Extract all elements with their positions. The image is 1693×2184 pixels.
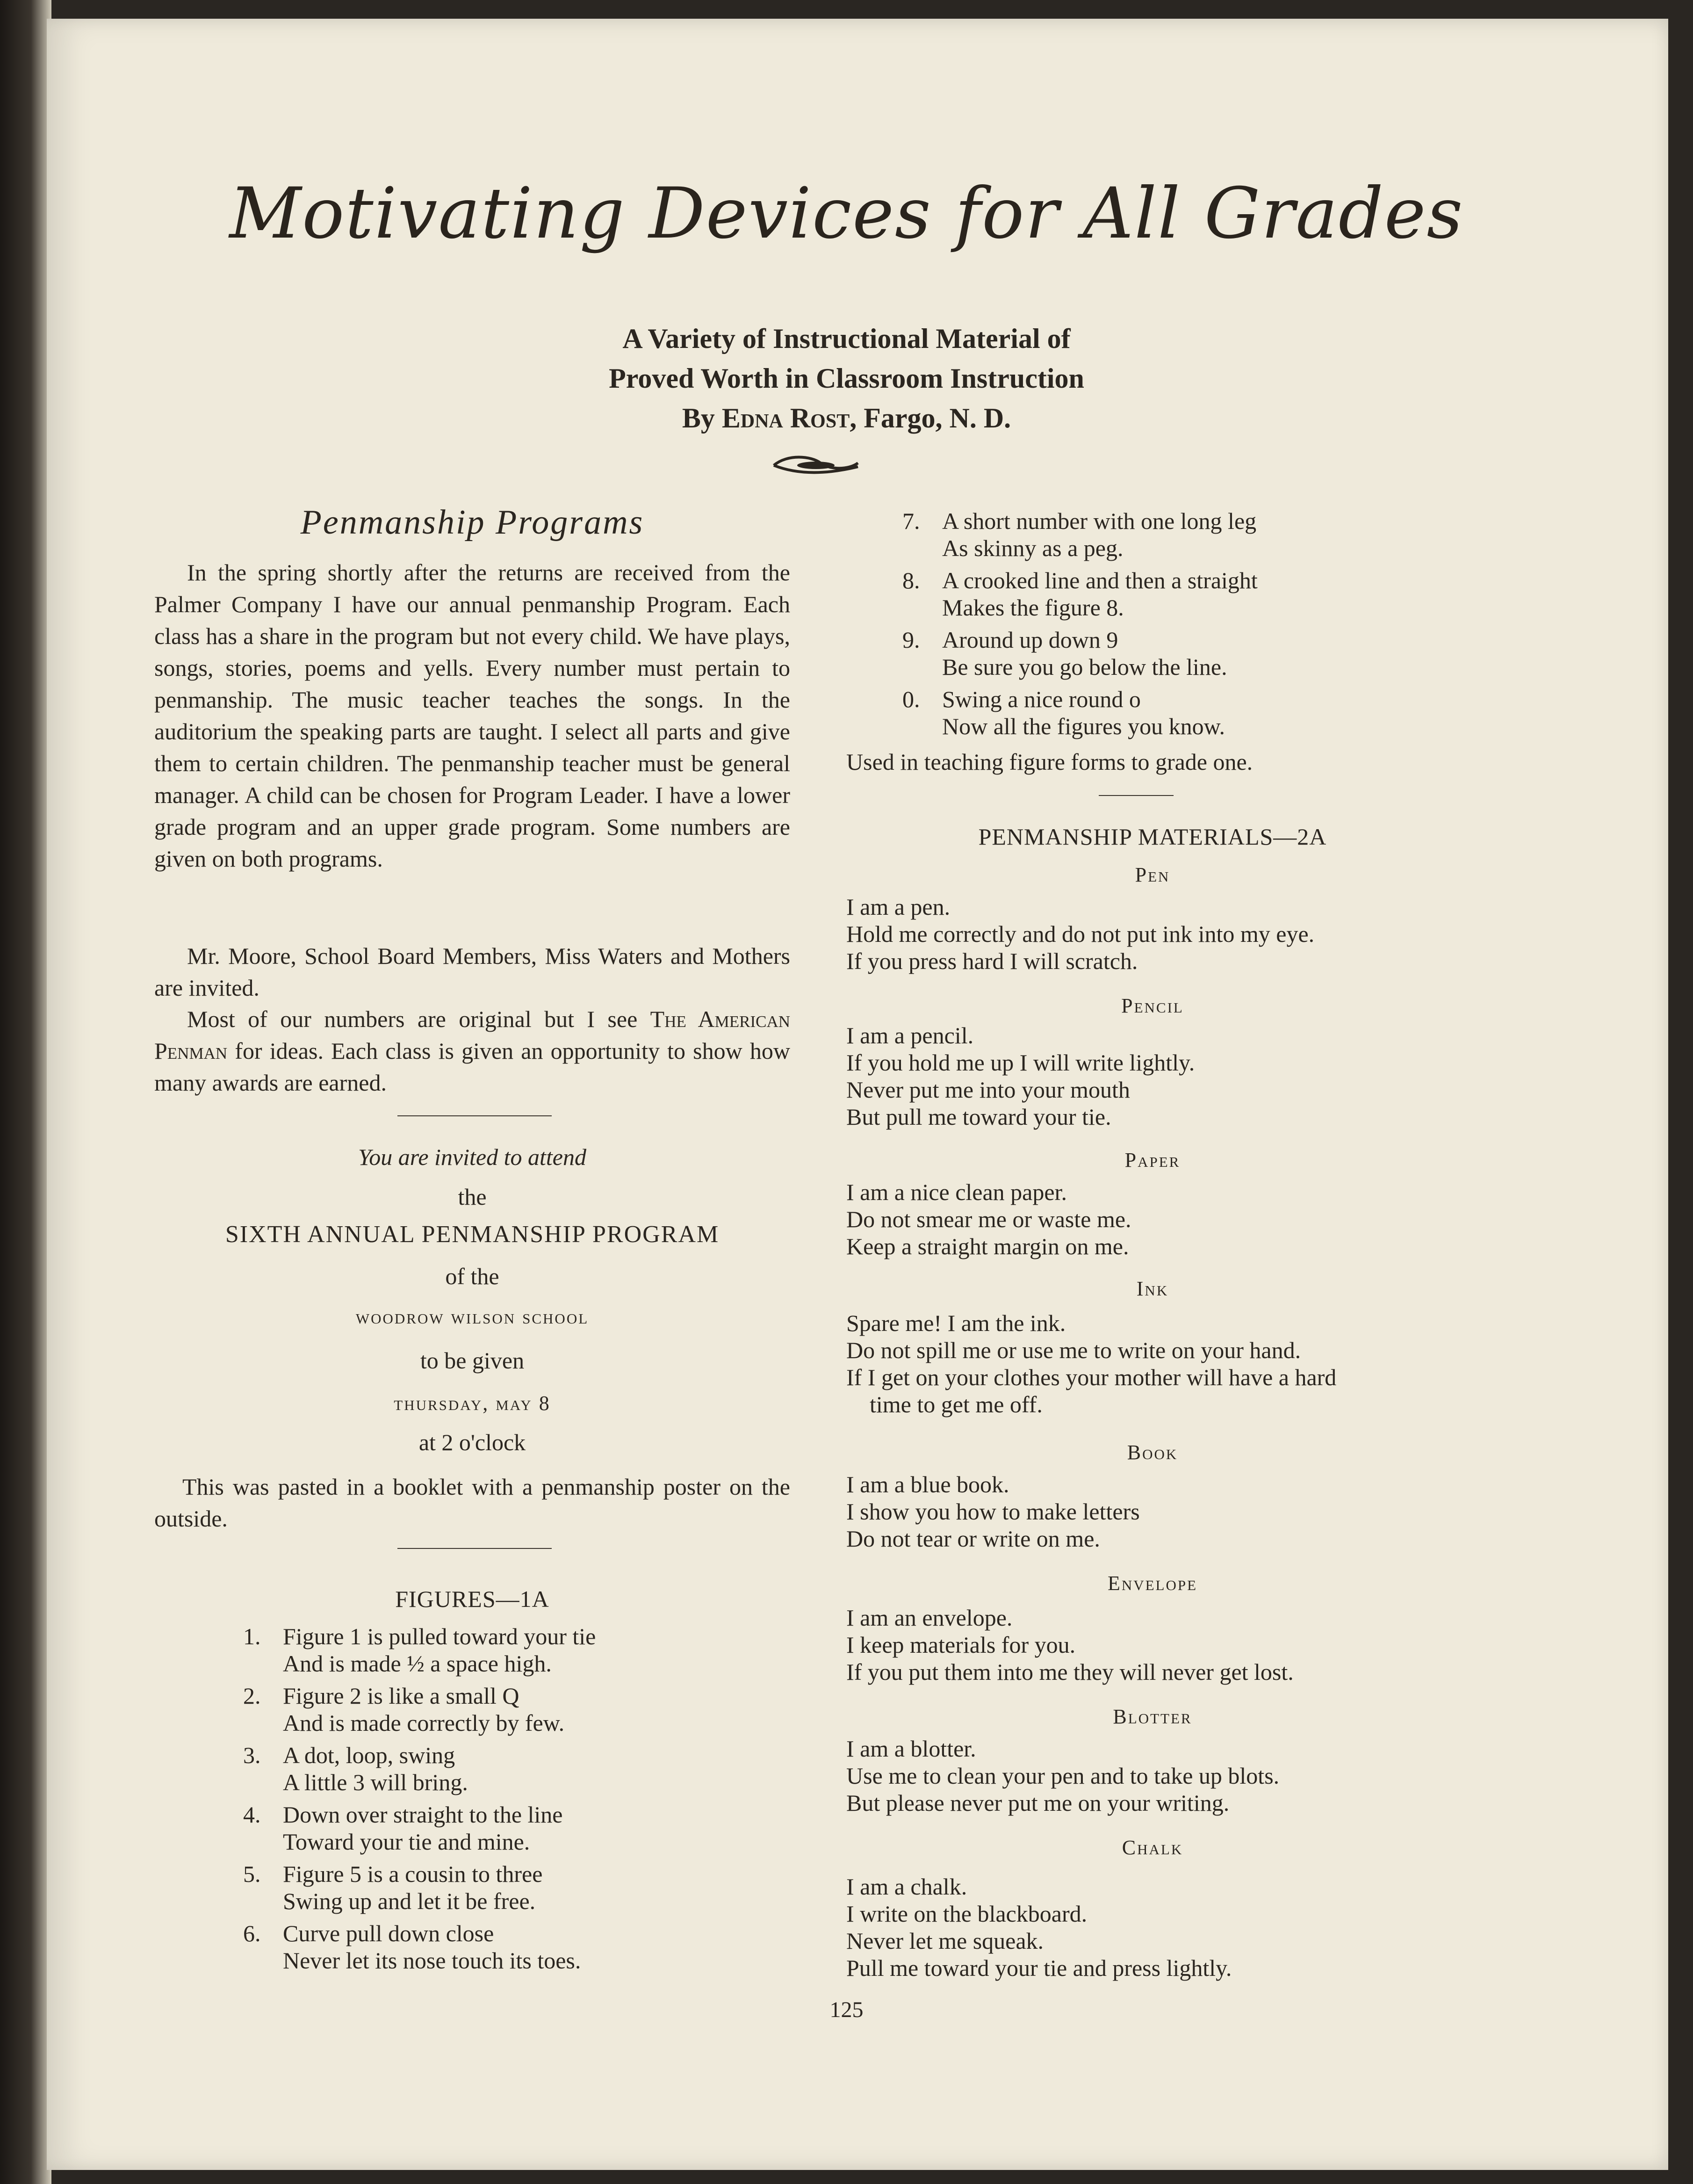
verse-line: If I get on your clothes your mother will have a hard	[846, 1364, 1337, 1390]
verse-line: I am an envelope.	[846, 1605, 1013, 1631]
chalk-verse	[846, 1873, 1232, 1982]
item-number: 0.	[902, 686, 920, 712]
paper-heading: Paper	[1124, 1149, 1181, 1172]
paragraph-3	[154, 1003, 790, 1099]
figures-note: Used in teaching figure forms to grade one.	[846, 749, 1253, 775]
item-number: 5.	[243, 1861, 261, 1887]
figures-heading: FIGURES—1A	[395, 1586, 549, 1612]
verse-line: I am a nice clean paper.	[846, 1179, 1067, 1205]
item-line-a: A crooked line and then a straight	[942, 567, 1258, 593]
item-line-b: And is made ½ a space high.	[283, 1650, 552, 1677]
ornament-icon	[769, 449, 863, 482]
book-heading: Book	[1127, 1441, 1178, 1464]
item-number: 6.	[243, 1920, 261, 1946]
list-item	[243, 1920, 781, 1979]
verse-line: Do not smear me or waste me.	[846, 1206, 1131, 1232]
blotter-heading: Blotter	[1113, 1705, 1192, 1728]
item-line-b: Never let its nose touch its toes.	[283, 1947, 581, 1974]
verse-line: Do not spill me or use me to write on your hand.	[846, 1337, 1301, 1363]
page-number: 125	[829, 1997, 864, 2022]
verse-line: I write on the blackboard.	[846, 1901, 1088, 1927]
item-number: 2.	[243, 1683, 261, 1709]
verse-line: Spare me! I am the ink.	[846, 1310, 1066, 1336]
materials-heading: PENMANSHIP MATERIALS—2A	[978, 824, 1327, 850]
list-item	[902, 686, 1463, 745]
verse-line: If you put them into me they will never get lost.	[846, 1659, 1294, 1685]
verse-line: I am a pencil.	[846, 1022, 974, 1049]
item-line-a: Figure 2 is like a small Q	[283, 1683, 519, 1709]
ink-heading: Ink	[1136, 1277, 1169, 1300]
list-item	[902, 567, 1463, 626]
item-number: 1.	[243, 1623, 261, 1649]
chalk-heading: Chalk	[1122, 1836, 1183, 1859]
figures-list-left	[243, 1623, 781, 1979]
invite-line-1: You are invited to attend	[358, 1144, 586, 1170]
invite-program-title: SIXTH ANNUAL PENMANSHIP PROGRAM	[225, 1221, 720, 1248]
item-number: 9.	[902, 627, 920, 653]
book-verse	[846, 1471, 1140, 1552]
list-item	[243, 1682, 781, 1742]
verse-line: Keep a straight margin on me.	[846, 1233, 1129, 1259]
paper-verse	[846, 1179, 1131, 1260]
verse-line: But please never put me on your writing.	[846, 1790, 1230, 1816]
item-line-b: As skinny as a peg.	[942, 535, 1124, 561]
pen-verse	[846, 893, 1314, 975]
list-item	[902, 507, 1463, 567]
pasted-note: This was pasted in a booklet with a penmanship poster on the outside.	[154, 1474, 790, 1532]
verse-line: Never let me squeak.	[846, 1928, 1044, 1954]
paragraph-2: Mr. Moore, School Board Members, Miss Waters and Mothers are invited.	[154, 943, 790, 1001]
byline-author: Edna Rost	[721, 403, 850, 434]
verse-line: Pull me toward your tie and press lightly.	[846, 1955, 1232, 1981]
item-line-a: Curve pull down close	[283, 1920, 494, 1946]
verse-line: I am a chalk.	[846, 1873, 967, 1900]
item-number: 8.	[902, 567, 920, 593]
item-number: 4.	[243, 1801, 261, 1828]
divider	[397, 1548, 552, 1549]
blotter-verse	[846, 1735, 1279, 1816]
magazine-name: The American Penman	[154, 1006, 790, 1064]
verse-line: Hold me correctly and do not put ink into my eye.	[846, 921, 1315, 947]
divider	[1099, 795, 1174, 796]
ink-verse	[846, 1309, 1336, 1418]
verse-line: Never put me into your mouth	[846, 1077, 1130, 1103]
paragraph-1: In the spring shortly after the returns are received from the Palmer Company I have our annual penmanship Program. Each class has a share in the program but not every child. We have plays, songs, stories, poems and yells. Every number must pertain to penmanship. The music teacher teaches the songs. In the auditorium the speaking parts are taught. I select all parts and give them to certain children. The penmanship teacher must be general manager. A child can be chosen for Program Leader. I have a lower grade program and an upper grade program. Some numbers are given on both programs.	[154, 559, 790, 872]
list-item	[243, 1801, 781, 1860]
list-item	[243, 1742, 781, 1801]
byline-prefix: By	[682, 403, 715, 434]
verse-line: If you hold me up I will write lightly.	[846, 1049, 1195, 1076]
invite-line-2: the	[458, 1184, 487, 1210]
list-item	[902, 626, 1463, 686]
item-number: 7.	[902, 508, 920, 534]
byline	[0, 402, 1693, 434]
invite-line-4: of the	[445, 1263, 499, 1289]
invite-line-6: to be given	[420, 1347, 525, 1374]
verse-line: If you press hard I will scratch.	[846, 948, 1138, 974]
subtitle-line-1: A Variety of Instructional Material of	[622, 323, 1071, 354]
verse-line: Use me to clean your pen and to take up blots.	[846, 1763, 1280, 1789]
byline-place: , Fargo, N. D.	[850, 403, 1011, 434]
invite-school: woodrow wilson school	[355, 1305, 589, 1328]
verse-line: Do not tear or write on me.	[846, 1526, 1100, 1552]
verse-line: I show you how to make letters	[846, 1498, 1140, 1525]
item-line-b: Swing up and let it be free.	[283, 1888, 536, 1914]
envelope-verse	[846, 1604, 1294, 1685]
paragraph-3-end: for ideas. Each class is given an opportunity to show how many awards are earned.	[154, 1038, 791, 1096]
divider	[397, 1115, 552, 1116]
verse-line: But pull me toward your tie.	[846, 1104, 1111, 1130]
section-heading-penmanship-programs: Penmanship Programs	[300, 503, 644, 542]
item-line-a: Down over straight to the line	[283, 1801, 563, 1828]
figures-list-right	[902, 507, 1463, 745]
item-line-b: Be sure you go below the line.	[942, 654, 1227, 680]
verse-line: time to get me off.	[870, 1391, 1043, 1417]
item-line-a: A short number with one long leg	[942, 508, 1257, 534]
article-title: Motivating Devices for All Grades	[229, 173, 1464, 254]
verse-line: I am a blotter.	[846, 1736, 976, 1762]
list-item	[243, 1860, 781, 1920]
verse-line: I am a pen.	[846, 894, 951, 920]
item-line-a: Around up down 9	[942, 627, 1118, 653]
item-line-b: Makes the figure 8.	[942, 594, 1124, 621]
subtitle-line-2: Proved Worth in Classroom Instruction	[609, 363, 1084, 394]
pen-heading: Pen	[1135, 863, 1170, 886]
invite-date: thursday, may 8	[394, 1392, 551, 1415]
invite-time: at 2 o'clock	[418, 1429, 526, 1455]
verse-line: I am a blue book.	[846, 1471, 1009, 1497]
item-line-b: A little 3 will bring.	[283, 1769, 468, 1795]
item-line-a: A dot, loop, swing	[283, 1742, 455, 1768]
item-number: 3.	[243, 1742, 261, 1768]
item-line-a: Swing a nice round o	[942, 686, 1141, 712]
pencil-heading: Pencil	[1121, 994, 1184, 1017]
item-line-b: Now all the figures you know.	[942, 713, 1225, 739]
verse-line: I keep materials for you.	[846, 1632, 1076, 1658]
item-line-a: Figure 1 is pulled toward your tie	[283, 1623, 596, 1649]
envelope-heading: Envelope	[1107, 1572, 1198, 1595]
pencil-verse	[846, 1022, 1195, 1130]
paragraph-3-start: Most of our numbers are original but I see	[187, 1006, 638, 1032]
item-line-b: And is made correctly by few.	[283, 1710, 565, 1736]
item-line-a: Figure 5 is a cousin to three	[283, 1861, 543, 1887]
list-item	[243, 1623, 781, 1682]
item-line-b: Toward your tie and mine.	[283, 1829, 530, 1855]
